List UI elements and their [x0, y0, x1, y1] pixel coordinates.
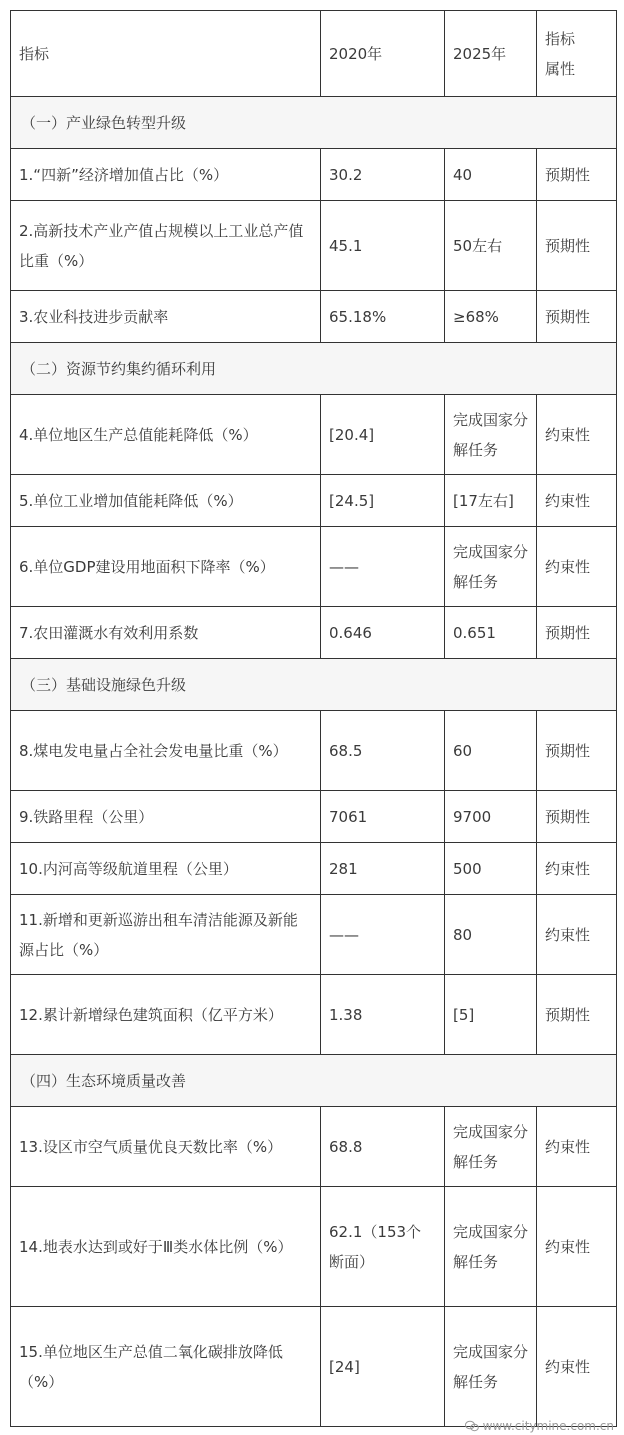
value-2025-cell: 500 [445, 843, 537, 895]
attribute-cell: 约束性 [537, 1187, 617, 1307]
attribute-cell: 约束性 [537, 1307, 617, 1427]
table-row [11, 895, 617, 975]
indicator-cell: 11.新增和更新巡游出租车清洁能源及新能源占比（%） [11, 895, 321, 975]
table-row [11, 1187, 617, 1307]
indicator-cell: 5.单位工业增加值能耗降低（%） [11, 475, 321, 527]
value-2025-cell: 完成国家分解任务 [445, 1107, 537, 1187]
attribute-cell: 预期性 [537, 711, 617, 791]
value-2025-cell: 50左右 [445, 201, 537, 291]
section-title: （三）基础设施绿色升级 [11, 659, 617, 711]
indicator-cell: 3.农业科技进步贡献率 [11, 291, 321, 343]
value-2020-cell: 45.1 [321, 201, 445, 291]
value-2020-cell: 1.38 [321, 975, 445, 1055]
attribute-cell: 约束性 [537, 895, 617, 975]
indicator-cell: 12.累计新增绿色建筑面积（亿平方米） [11, 975, 321, 1055]
table-row [11, 843, 617, 895]
indicator-cell: 7.农田灌溉水有效利用系数 [11, 607, 321, 659]
section-title: （四）生态环境质量改善 [11, 1055, 617, 1107]
section-title: （二）资源节约集约循环利用 [11, 343, 617, 395]
header-attribute: 指标 属性 [537, 11, 617, 97]
table-row [11, 149, 617, 201]
header-2025: 2025年 [445, 11, 537, 97]
value-2020-cell: —— [321, 895, 445, 975]
indicator-cell: 2.高新技术产业产值占规模以上工业总产值比重（%） [11, 201, 321, 291]
attribute-cell: 预期性 [537, 607, 617, 659]
attribute-cell: 约束性 [537, 475, 617, 527]
value-2025-cell: 40 [445, 149, 537, 201]
attribute-cell: 预期性 [537, 149, 617, 201]
value-2020-cell: [24] [321, 1307, 445, 1427]
value-2020-cell: 68.5 [321, 711, 445, 791]
attribute-cell: 预期性 [537, 791, 617, 843]
section-title: （一）产业绿色转型升级 [11, 97, 617, 149]
value-2025-cell: 完成国家分解任务 [445, 1307, 537, 1427]
value-2025-cell: [5] [445, 975, 537, 1055]
indicator-cell: 15.单位地区生产总值二氧化碳排放降低（%） [11, 1307, 321, 1427]
header-indicator: 指标 [11, 11, 321, 97]
table-row [11, 201, 617, 291]
value-2020-cell: 7061 [321, 791, 445, 843]
section-row [11, 1055, 617, 1107]
value-2025-cell: ≥68% [445, 291, 537, 343]
value-2020-cell: —— [321, 527, 445, 607]
attribute-cell: 约束性 [537, 843, 617, 895]
indicator-cell: 6.单位GDP建设用地面积下降率（%） [11, 527, 321, 607]
value-2025-cell: 80 [445, 895, 537, 975]
indicator-cell: 4.单位地区生产总值能耗降低（%） [11, 395, 321, 475]
table-row [11, 527, 617, 607]
value-2025-cell: 完成国家分解任务 [445, 395, 537, 475]
wechat-icon [465, 1420, 479, 1432]
table-row [11, 291, 617, 343]
table-row [11, 1107, 617, 1187]
table-row [11, 607, 617, 659]
attribute-cell: 约束性 [537, 527, 617, 607]
indicator-cell: 14.地表水达到或好于Ⅲ类水体比例（%） [11, 1187, 321, 1307]
indicator-cell: 10.内河高等级航道里程（公里） [11, 843, 321, 895]
table-row [11, 711, 617, 791]
value-2025-cell: 60 [445, 711, 537, 791]
table-row [11, 975, 617, 1055]
value-2025-cell: 9700 [445, 791, 537, 843]
indicator-cell: 13.设区市空气质量优良天数比率（%） [11, 1107, 321, 1187]
value-2020-cell: 281 [321, 843, 445, 895]
table-row [11, 475, 617, 527]
attribute-cell: 预期性 [537, 201, 617, 291]
value-2020-cell: 0.646 [321, 607, 445, 659]
indicators-table [10, 10, 617, 1427]
attribute-cell: 约束性 [537, 395, 617, 475]
watermark-text: www.citymine.com.cn [482, 1419, 614, 1433]
value-2020-cell: 62.1（153个断面） [321, 1187, 445, 1307]
section-row [11, 97, 617, 149]
indicator-cell: 1.“四新”经济增加值占比（%） [11, 149, 321, 201]
value-2025-cell: 0.651 [445, 607, 537, 659]
value-2020-cell: 68.8 [321, 1107, 445, 1187]
value-2020-cell: 65.18% [321, 291, 445, 343]
attribute-cell: 预期性 [537, 291, 617, 343]
attribute-cell: 约束性 [537, 1107, 617, 1187]
value-2020-cell: [20.4] [321, 395, 445, 475]
table-row [11, 791, 617, 843]
attribute-cell: 预期性 [537, 975, 617, 1055]
table-row [11, 395, 617, 475]
header-2020: 2020年 [321, 11, 445, 97]
indicator-cell: 9.铁路里程（公里） [11, 791, 321, 843]
value-2025-cell: [17左右] [445, 475, 537, 527]
table-body [11, 11, 617, 1427]
value-2025-cell: 完成国家分解任务 [445, 1187, 537, 1307]
value-2020-cell: 30.2 [321, 149, 445, 201]
table-row [11, 1307, 617, 1427]
indicator-cell: 8.煤电发电量占全社会发电量比重（%） [11, 711, 321, 791]
header-row [11, 11, 617, 97]
value-2020-cell: [24.5] [321, 475, 445, 527]
section-row [11, 343, 617, 395]
section-row [11, 659, 617, 711]
watermark [465, 1417, 614, 1435]
value-2025-cell: 完成国家分解任务 [445, 527, 537, 607]
